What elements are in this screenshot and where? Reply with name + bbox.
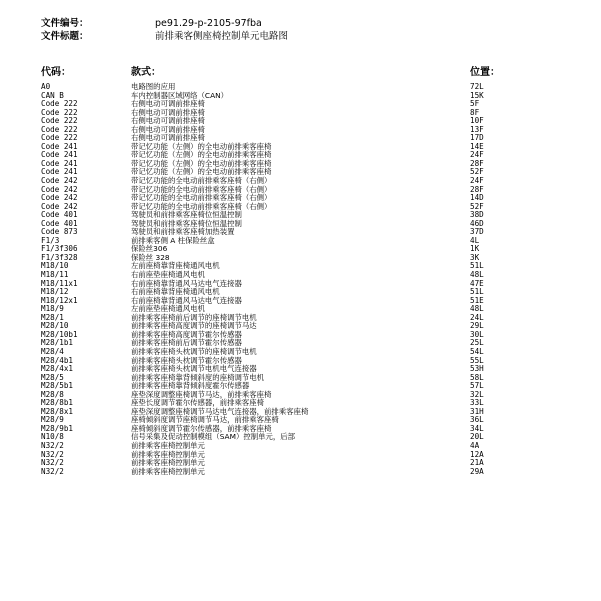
row-model: 右前座椅靠背座椅通风电机 bbox=[131, 287, 220, 297]
row-code: N32/2 bbox=[41, 466, 64, 476]
table-row bbox=[0, 194, 601, 203]
table-row bbox=[0, 382, 601, 391]
row-code: Code 222 bbox=[41, 124, 78, 134]
row-model: 右侧电动可调前排座椅 bbox=[131, 99, 205, 109]
row-code: Code 242 bbox=[41, 176, 78, 186]
table-row bbox=[0, 408, 601, 417]
row-model: 前排乘客座椅控制单元 bbox=[131, 440, 205, 450]
row-model: 带记忆功能的全电动前排乘客座椅（右侧） bbox=[131, 193, 272, 203]
row-position: 24L bbox=[470, 312, 484, 322]
row-position: 4A bbox=[470, 440, 480, 450]
table-row bbox=[0, 280, 601, 289]
row-position: 3K bbox=[470, 252, 480, 262]
row-model: 右侧电动可调前排座椅 bbox=[131, 116, 205, 126]
row-position: 1K bbox=[470, 244, 480, 254]
row-code: Code 401 bbox=[41, 210, 78, 220]
row-position: 36L bbox=[470, 415, 484, 425]
row-position: 28F bbox=[470, 184, 484, 194]
row-position: 51E bbox=[470, 295, 484, 305]
row-code: Code 222 bbox=[41, 99, 78, 109]
row-code: Code 222 bbox=[41, 133, 78, 143]
table-row bbox=[0, 442, 601, 451]
row-model: 前排乘客座椅高度调节的座椅调节马达 bbox=[131, 321, 257, 331]
table-row bbox=[0, 297, 601, 306]
row-code: M28/9b1 bbox=[41, 423, 74, 433]
table-row bbox=[0, 314, 601, 323]
row-position: 32L bbox=[470, 389, 484, 399]
row-model: 信号采集及促动控制模组（SAM）控制单元，后部 bbox=[131, 432, 296, 442]
row-position: 52F bbox=[470, 201, 484, 211]
row-position: 10F bbox=[470, 116, 484, 126]
row-model: 带记忆功能的全电动前排乘客座椅（右侧） bbox=[131, 201, 272, 211]
row-position: 34L bbox=[470, 423, 484, 433]
row-code: N32/2 bbox=[41, 449, 64, 459]
row-model: 右前座椅靠背通风马达电气连接器 bbox=[131, 295, 242, 305]
code-column-header: 代码： bbox=[41, 67, 71, 78]
row-code: M28/8b1 bbox=[41, 398, 74, 408]
row-code: Code 222 bbox=[41, 116, 78, 126]
row-position: 51L bbox=[470, 287, 484, 297]
table-row bbox=[0, 416, 601, 425]
row-code: M28/5 bbox=[41, 372, 64, 382]
row-model: 车内控制器区域网络（CAN） bbox=[131, 90, 229, 100]
table-row bbox=[0, 374, 601, 383]
row-model: 保险丝 328 bbox=[131, 252, 170, 262]
row-model: 驾驶员和前排乘客座椅位恒温控制 bbox=[131, 218, 242, 228]
row-model: 座垫深度调整座椅调节马达，前排乘客座椅 bbox=[131, 389, 272, 399]
row-model: 前排乘客座椅控制单元 bbox=[131, 458, 205, 468]
table-row bbox=[0, 220, 601, 229]
row-position: 15K bbox=[470, 90, 484, 100]
row-code: M28/4x1 bbox=[41, 364, 74, 374]
row-position: 30L bbox=[470, 329, 484, 339]
file-number-label: 文件编号： bbox=[41, 18, 89, 29]
row-model: 带记忆功能的全电动前排乘客座椅（右侧） bbox=[131, 176, 272, 186]
row-model: 座椅倾斜度调节座椅调节马达，前排乘客座椅 bbox=[131, 415, 279, 425]
table-row bbox=[0, 288, 601, 297]
table-row bbox=[0, 83, 601, 92]
row-code: F1/3f306 bbox=[41, 244, 78, 254]
row-model: 前排乘客座椅高度调节霍尔传感器 bbox=[131, 329, 242, 339]
table-row bbox=[0, 160, 601, 169]
row-position: 12A bbox=[470, 449, 484, 459]
table-row bbox=[0, 109, 601, 118]
row-code: Code 241 bbox=[41, 141, 78, 151]
file-number-value: pe91.29-p-2105-97fba bbox=[155, 18, 262, 29]
row-model: 前排乘客侧 A 柱保险丝盒 bbox=[131, 235, 215, 245]
table-row bbox=[0, 468, 601, 477]
row-position: 21A bbox=[470, 458, 484, 468]
row-position: 31H bbox=[470, 406, 484, 416]
row-model: 前排乘客座椅控制单元 bbox=[131, 466, 205, 476]
table-row bbox=[0, 168, 601, 177]
row-code: Code 242 bbox=[41, 193, 78, 203]
file-title-row bbox=[41, 31, 288, 43]
table-row bbox=[0, 186, 601, 195]
row-model: 左前座椅靠背座椅通风电机 bbox=[131, 261, 220, 271]
row-code: CAN B bbox=[41, 90, 64, 100]
row-model: 座垫长度调节霍尔传感器，前排乘客座椅 bbox=[131, 398, 265, 408]
row-code: N10/8 bbox=[41, 432, 64, 442]
row-code: M28/8x1 bbox=[41, 406, 74, 416]
row-code: M28/9 bbox=[41, 415, 64, 425]
row-code: M28/5b1 bbox=[41, 381, 74, 391]
row-model: 带记忆功能（左侧）的全电动前排乘客座椅 bbox=[131, 150, 272, 160]
row-model: 座垫深度调整座椅调节马达电气连接器，前排乘客座椅 bbox=[131, 406, 309, 416]
file-number-row bbox=[41, 18, 262, 30]
table-row bbox=[0, 211, 601, 220]
row-code: M28/10 bbox=[41, 321, 69, 331]
row-position: 55L bbox=[470, 355, 484, 365]
table-row bbox=[0, 126, 601, 135]
row-model: 前排乘客座椅靠背倾斜度霍尔传感器 bbox=[131, 381, 250, 391]
table-row bbox=[0, 100, 601, 109]
row-code: M18/10 bbox=[41, 261, 69, 271]
row-position: 72L bbox=[470, 82, 484, 91]
row-position: 48L bbox=[470, 270, 484, 280]
table-row bbox=[0, 391, 601, 400]
row-position: 28F bbox=[470, 158, 484, 168]
row-model: 右侧电动可调前排座椅 bbox=[131, 133, 205, 143]
table-row bbox=[0, 237, 601, 246]
row-code: M18/12 bbox=[41, 287, 69, 297]
row-model: 前排乘客座椅头枕调节的座椅调节电机 bbox=[131, 346, 257, 356]
row-model: 左前座垫座椅通风电机 bbox=[131, 304, 205, 314]
row-model: 驾驶员和前排乘客座椅加热装置 bbox=[131, 227, 235, 237]
row-code: Code 222 bbox=[41, 107, 78, 117]
row-code: M18/9 bbox=[41, 304, 64, 314]
row-model: 右前座椅靠背通风马达电气连接器 bbox=[131, 278, 242, 288]
row-position: 24F bbox=[470, 176, 484, 186]
row-code: M28/4 bbox=[41, 346, 64, 356]
row-position: 24F bbox=[470, 150, 484, 160]
row-position: 29A bbox=[470, 466, 484, 476]
row-position: 37D bbox=[470, 227, 484, 237]
row-code: Code 242 bbox=[41, 184, 78, 194]
row-position: 29L bbox=[470, 321, 484, 331]
row-model: 驾驶员和前排乘客座椅位恒温控制 bbox=[131, 210, 242, 220]
row-model: 带记忆功能（左侧）的全电动前排乘客座椅 bbox=[131, 141, 272, 151]
table-row bbox=[0, 117, 601, 126]
component-table bbox=[0, 83, 601, 476]
table-row bbox=[0, 262, 601, 271]
row-position: 57L bbox=[470, 381, 484, 391]
row-position: 4L bbox=[470, 235, 480, 245]
row-code: M28/10b1 bbox=[41, 329, 78, 339]
row-code: Code 242 bbox=[41, 201, 78, 211]
table-row bbox=[0, 331, 601, 340]
table-row bbox=[0, 322, 601, 331]
position-column-header: 位置： bbox=[470, 67, 500, 78]
row-position: 51L bbox=[470, 261, 484, 271]
table-row bbox=[0, 245, 601, 254]
table-row bbox=[0, 177, 601, 186]
table-row bbox=[0, 433, 601, 442]
model-column-header: 款式： bbox=[131, 67, 161, 78]
row-code: Code 401 bbox=[41, 218, 78, 228]
row-position: 5F bbox=[470, 99, 480, 109]
row-model: 座椅倾斜度调节霍尔传感器，前排乘客座椅 bbox=[131, 423, 272, 433]
row-code: F1/3f328 bbox=[41, 252, 78, 262]
file-title-value: 前排乘客侧座椅控制单元电路图 bbox=[155, 31, 289, 42]
row-position: 20L bbox=[470, 432, 484, 442]
row-code: M28/1 bbox=[41, 312, 64, 322]
row-position: 14E bbox=[470, 141, 484, 151]
row-code: N32/2 bbox=[41, 440, 64, 450]
table-row bbox=[0, 305, 601, 314]
row-code: Code 873 bbox=[41, 227, 78, 237]
row-position: 58L bbox=[470, 372, 484, 382]
table-row bbox=[0, 92, 601, 101]
row-position: 53H bbox=[470, 364, 484, 374]
row-model: 前排乘客座椅控制单元 bbox=[131, 449, 205, 459]
row-position: 46D bbox=[470, 218, 484, 228]
table-row bbox=[0, 339, 601, 348]
table-row bbox=[0, 151, 601, 160]
row-model: 带记忆功能（左侧）的全电动前排乘客座椅 bbox=[131, 158, 272, 168]
table-row bbox=[0, 203, 601, 212]
row-position: 25L bbox=[470, 338, 484, 348]
row-code: M28/1b1 bbox=[41, 338, 74, 348]
row-model: 右侧电动可调前排座椅 bbox=[131, 107, 205, 117]
row-model: 前排乘客座椅前后调节的座椅调节电机 bbox=[131, 312, 257, 322]
table-row bbox=[0, 357, 601, 366]
row-position: 38D bbox=[470, 210, 484, 220]
table-row bbox=[0, 254, 601, 263]
row-model: 前排乘客座椅头枕调节霍尔传感器 bbox=[131, 355, 242, 365]
row-model: 前排乘客座椅靠背倾斜度的座椅调节电机 bbox=[131, 372, 265, 382]
row-model: 右侧电动可调前排座椅 bbox=[131, 124, 205, 134]
row-code: N32/2 bbox=[41, 458, 64, 468]
row-code: Code 241 bbox=[41, 167, 78, 177]
row-position: 54L bbox=[470, 346, 484, 356]
row-code: F1/3 bbox=[41, 235, 60, 245]
row-position: 48L bbox=[470, 304, 484, 314]
row-code: M18/11x1 bbox=[41, 278, 78, 288]
row-position: 14D bbox=[470, 193, 484, 203]
table-row bbox=[0, 459, 601, 468]
table-row bbox=[0, 348, 601, 357]
row-model: 带记忆功能的全电动前排乘客座椅（右侧） bbox=[131, 184, 272, 194]
row-position: 13F bbox=[470, 124, 484, 134]
row-model: 保险丝306 bbox=[131, 244, 168, 254]
table-row bbox=[0, 425, 601, 434]
table-row bbox=[0, 365, 601, 374]
table-row bbox=[0, 451, 601, 460]
row-position: 8F bbox=[470, 107, 480, 117]
row-model: 右前座垫座椅通风电机 bbox=[131, 270, 205, 280]
row-position: 52F bbox=[470, 167, 484, 177]
row-position: 33L bbox=[470, 398, 484, 408]
row-code: Code 241 bbox=[41, 150, 78, 160]
row-model: 前排乘客座椅前后调节霍尔传感器 bbox=[131, 338, 242, 348]
row-code: Code 241 bbox=[41, 158, 78, 168]
row-model: 前排乘客座椅头枕调节电机电气连接器 bbox=[131, 364, 257, 374]
row-model: 电路图的应用 bbox=[131, 82, 176, 91]
table-row bbox=[0, 271, 601, 280]
row-position: 47E bbox=[470, 278, 484, 288]
row-model: 带记忆功能（左侧）的全电动前排乘客座椅 bbox=[131, 167, 272, 177]
row-code: M28/8 bbox=[41, 389, 64, 399]
file-title-label: 文件标题： bbox=[41, 31, 89, 42]
row-code: M28/4b1 bbox=[41, 355, 74, 365]
row-code: A0 bbox=[41, 82, 51, 91]
row-code: M18/11 bbox=[41, 270, 69, 280]
table-row bbox=[0, 143, 601, 152]
row-code: M18/12x1 bbox=[41, 295, 78, 305]
table-row bbox=[0, 134, 601, 143]
table-row bbox=[0, 228, 601, 237]
row-position: 17D bbox=[470, 133, 484, 143]
